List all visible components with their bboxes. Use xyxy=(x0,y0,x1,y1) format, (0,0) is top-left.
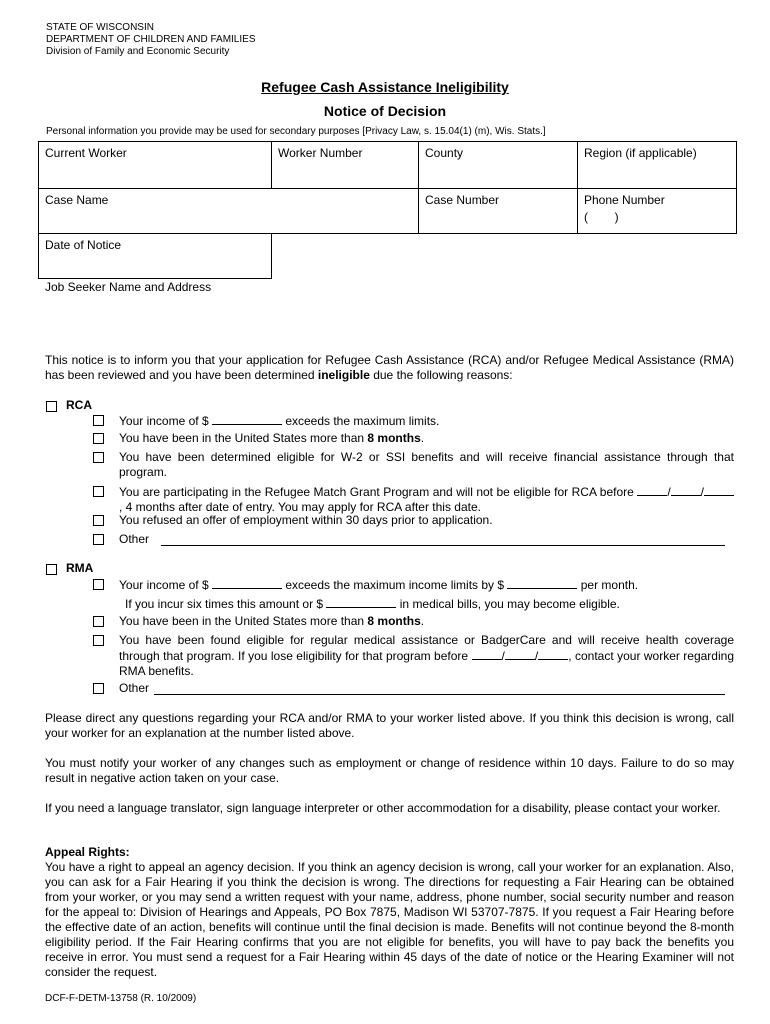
rma-us-checkbox[interactable] xyxy=(93,616,104,627)
worker-number-label: Worker Number xyxy=(278,146,363,160)
rca-us-reason xyxy=(119,431,424,446)
rma-label: RMA xyxy=(66,561,94,575)
rma-income-reason xyxy=(119,577,638,593)
date-of-notice-field[interactable] xyxy=(38,233,272,279)
header-department: DEPARTMENT OF CHILDREN AND FAMILIES xyxy=(46,34,256,45)
phone-number-label: Phone Number xyxy=(584,193,665,207)
rca-other-line[interactable] xyxy=(161,545,725,546)
rma-income-text-3: per month. xyxy=(580,578,639,592)
agency-header xyxy=(46,22,255,58)
rma-incur-text-2: in medical bills, you may become eligible. xyxy=(399,597,620,611)
current-worker-label: Current Worker xyxy=(45,146,127,160)
rma-ma-month-blank[interactable] xyxy=(472,648,502,660)
case-number-label: Case Number xyxy=(425,193,500,207)
rca-us-text: You have been in the United States more than xyxy=(119,431,368,445)
phone-parens: ( ) xyxy=(584,210,619,224)
intro-paragraph xyxy=(45,353,734,383)
rma-ma-year-blank[interactable] xyxy=(538,648,568,660)
rma-us-period: . xyxy=(420,614,425,628)
rma-income-blank[interactable] xyxy=(212,577,282,589)
rma-ma-reason xyxy=(119,633,734,679)
rca-refused-reason: You refused an offer of employment within 30 days prior to application. xyxy=(119,513,493,527)
rma-ma-text: You have been found eligible for regular medical assistance or BadgerCare and will receive health coverage through that program. If you lose eligibility for that program before xyxy=(119,633,734,663)
intro-text-1: This notice is to inform you that your application for Refugee Cash Assistance (RCA) and/or Refugee Medical Assistance (RMA) has been reviewed and you have been determined xyxy=(45,353,734,382)
rma-income-text: Your income of $ xyxy=(119,578,209,592)
header-state: STATE OF WISCONSIN xyxy=(46,22,154,33)
rma-us-text: You have been in the United States more than xyxy=(119,614,368,628)
worker-number-field[interactable] xyxy=(271,141,419,189)
questions-paragraph: Please direct any questions regarding your RCA and/or RMA to your worker listed above. If you think this decision is wrong, call your worker for an explanation at the number listed above. xyxy=(45,711,734,740)
notify-paragraph: You must notify your worker of any changes such as employment or change of residence within 10 days. Failure to do so may result in negative action taken on your case. xyxy=(45,756,734,785)
rca-match-text-2: , 4 months after date of entry. You may apply for RCA after this date. xyxy=(119,500,481,514)
rma-ma-slash-2: / xyxy=(534,649,539,663)
rca-other-label: Other xyxy=(119,532,150,546)
phone-number-field[interactable] xyxy=(577,188,737,234)
rma-ma-checkbox[interactable] xyxy=(93,635,104,646)
rca-income-text-2: exceeds the maximum limits. xyxy=(285,414,440,428)
appeal-rights-text: You have a right to appeal an agency decision. If you think an agency decision is wrong, call your worker for an explanation. Also, you can ask for a Fair Hearing if you think the decision is wrong. The directions for requesting a Fair Hearing can be obtained from your worker, or you may send a written request with your name, address, phone number, social security number and reason for the appeal to: Division of Hearings and Appeals, PO Box 7875, Madison WI 53707-7875. If you request a Fair Hearing before the effective date of an action, benefits will continue until the final decision is made. Benefits will not continue beyond the 8-month eligibility period. If the Fair Hearing confirms that you are not eligible for benefits, you will have to pay back the benefits you receive in error. You must send a request for a Fair Hearing within 45 days of the date of notice or the Hearing Examiner will not consider the request. xyxy=(45,860,734,979)
rma-other-label: Other xyxy=(119,681,150,695)
rca-match-text: You are participating in the Refugee Match Grant Program and will not be eligible for RCA before xyxy=(119,485,634,499)
rma-incur-reason xyxy=(125,596,620,612)
rma-excess-blank[interactable] xyxy=(507,577,577,589)
county-label: County xyxy=(425,146,464,160)
rca-us-checkbox[interactable] xyxy=(93,433,104,444)
rma-us-months: 8 months xyxy=(367,614,421,628)
rma-checkbox[interactable] xyxy=(46,564,57,575)
rca-other-checkbox[interactable] xyxy=(93,534,104,545)
rma-other-checkbox[interactable] xyxy=(93,683,104,694)
rma-income-checkbox[interactable] xyxy=(93,579,104,590)
rca-match-year-blank[interactable] xyxy=(704,484,734,496)
rca-label: RCA xyxy=(66,398,92,412)
case-name-label: Case Name xyxy=(45,193,109,207)
appeal-rights-heading: Appeal Rights: xyxy=(45,845,130,859)
rma-incur-blank[interactable] xyxy=(326,596,396,608)
case-name-field[interactable] xyxy=(38,188,419,234)
rma-ma-day-blank[interactable] xyxy=(505,648,535,660)
region-label: Region (if applicable) xyxy=(584,146,697,160)
rma-income-text-2: exceeds the maximum income limits by $ xyxy=(285,578,505,592)
rca-refused-checkbox[interactable] xyxy=(93,515,104,526)
rca-match-reason xyxy=(119,484,734,515)
rca-match-checkbox[interactable] xyxy=(93,486,104,497)
rma-other-line[interactable] xyxy=(154,694,725,695)
intro-ineligible: ineligible xyxy=(317,368,370,382)
header-division: Division of Family and Economic Security xyxy=(46,46,230,57)
form-number-footer: DCF-F-DETM-13758 (R. 10/2009) xyxy=(45,993,197,1004)
rca-income-text: Your income of $ xyxy=(119,414,209,428)
rca-match-month-blank[interactable] xyxy=(637,484,667,496)
rma-ma-text-2: , contact your worker regarding RMA benefits. xyxy=(119,649,734,678)
rca-match-day-blank[interactable] xyxy=(671,484,701,496)
rca-us-months: 8 months xyxy=(367,431,421,445)
case-number-field[interactable] xyxy=(418,188,578,234)
rca-match-slash-1: / xyxy=(667,485,671,499)
rma-us-reason xyxy=(119,614,424,629)
rma-incur-text: If you incur six times this amount or $ xyxy=(125,597,324,611)
rca-us-period: . xyxy=(420,431,425,445)
rca-income-blank[interactable] xyxy=(212,413,282,425)
rca-checkbox[interactable] xyxy=(46,401,57,412)
county-field[interactable] xyxy=(418,141,578,189)
region-field[interactable] xyxy=(577,141,737,189)
form-subtitle: Notice of Decision xyxy=(323,103,447,119)
language-paragraph: If you need a language translator, sign language interpreter or other accommodation for a disability, please contact your worker. xyxy=(45,801,721,815)
date-of-notice-label: Date of Notice xyxy=(45,238,122,252)
rca-w2-reason: You have been determined eligible for W-2 or SSI benefits and will receive financial assistance through that program. xyxy=(119,450,734,479)
rca-income-checkbox[interactable] xyxy=(93,415,104,426)
form-title: Refugee Cash Assistance Ineligibility xyxy=(261,79,509,95)
intro-text-2: due the following reasons: xyxy=(369,368,513,382)
rca-w2-checkbox[interactable] xyxy=(93,452,104,463)
job-seeker-label: Job Seeker Name and Address xyxy=(45,280,212,294)
rma-ma-slash-1: / xyxy=(501,649,505,663)
rca-match-slash-2: / xyxy=(700,485,704,499)
rca-income-reason xyxy=(119,413,439,429)
current-worker-field[interactable] xyxy=(38,141,272,189)
privacy-notice: Personal information you provide may be used for secondary purposes [Privacy Law, s. 15.04(1) (m), Wis. Stats.] xyxy=(46,126,546,137)
